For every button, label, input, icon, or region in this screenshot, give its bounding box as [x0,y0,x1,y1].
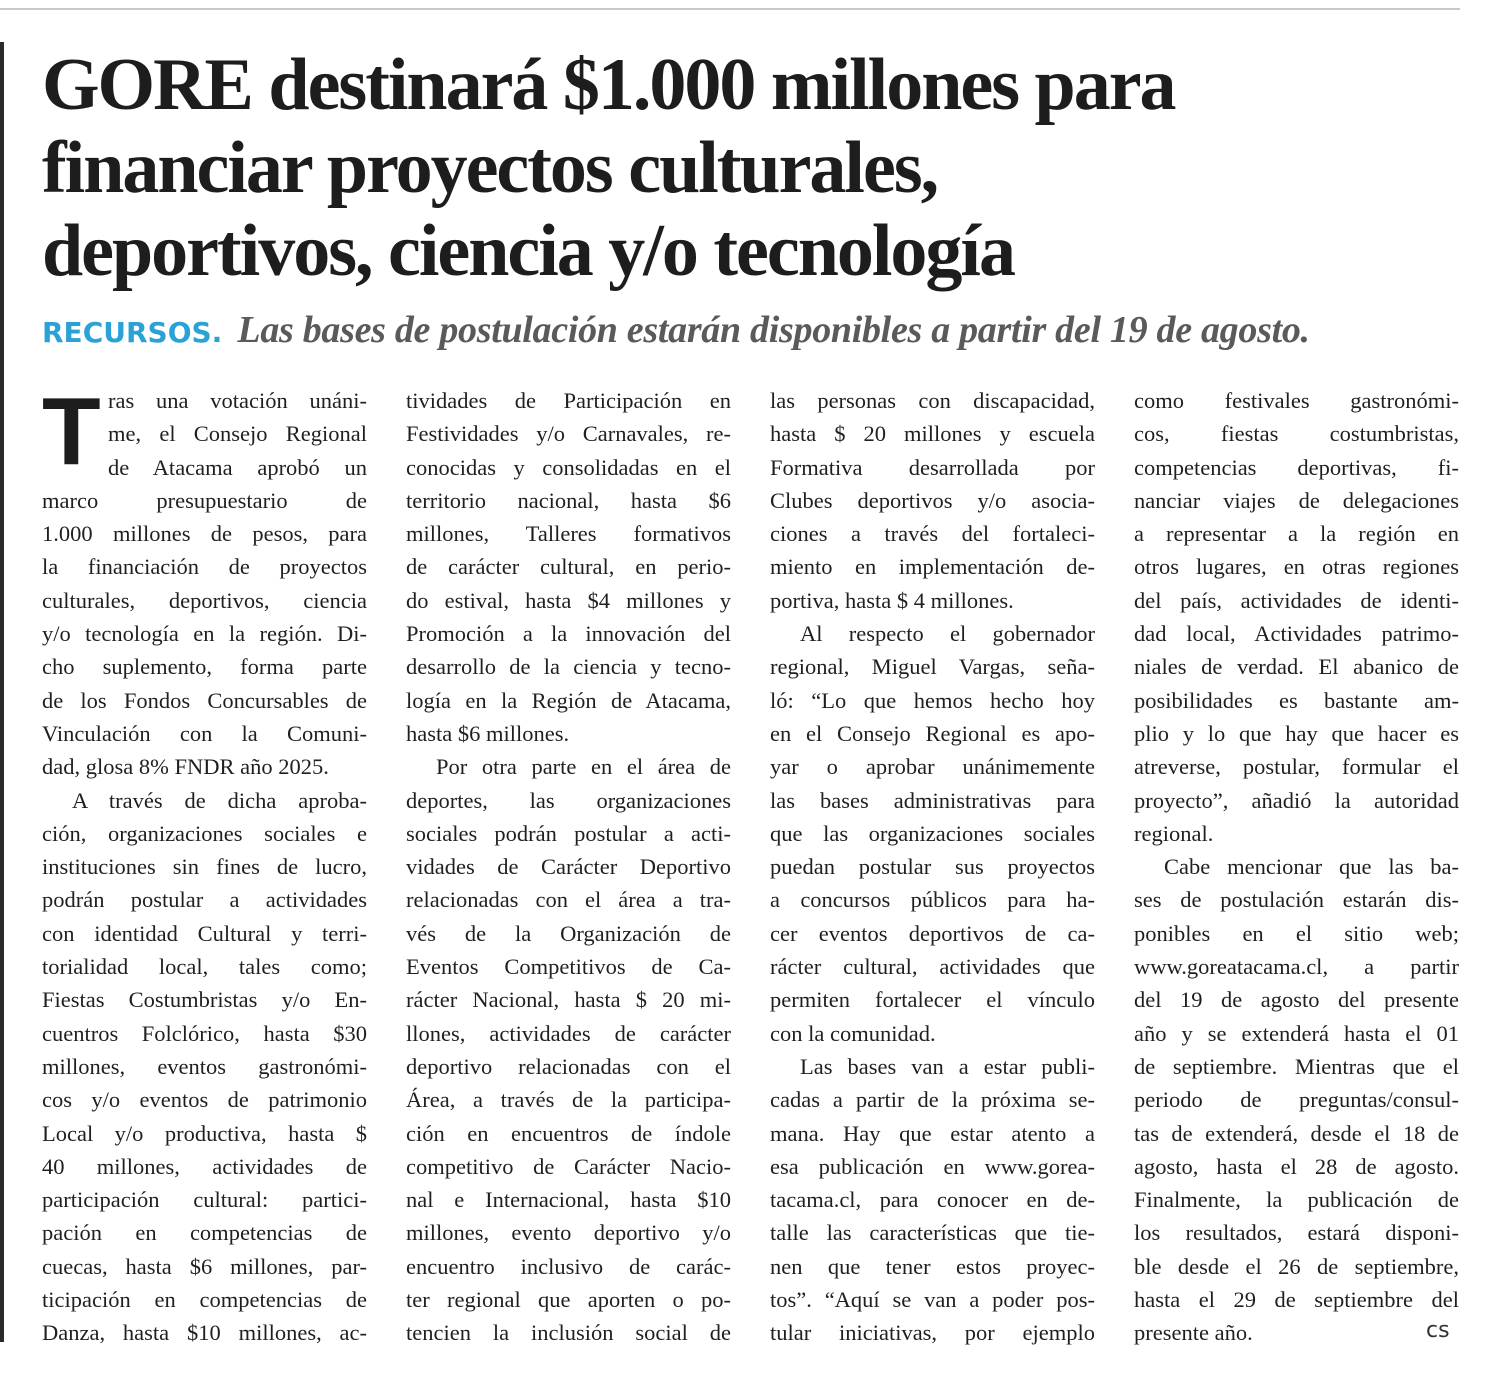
text-line: tos”. “Aquí se van a poder pos- [770,1287,1095,1313]
text-line: de los Fondos Concursables de [42,687,367,713]
text-line: miento en implementación de- [770,554,1095,580]
text-line: de Atacama aprobó un [108,454,367,480]
text-line: presente año. [1134,1320,1253,1346]
text-line: ción en encuentros de índole [406,1120,731,1146]
headline-line: deportivos, ciencia y/o tecnología [42,210,1014,292]
text-line: nen que tener estos proyec- [770,1253,1095,1279]
headline-line: financiar proyectos culturales, [42,127,938,209]
text-line: podrán postular a actividades [42,887,367,913]
left-border-rule [0,42,4,1342]
text-line: encuentro inclusivo de carác- [406,1253,731,1279]
text-line: tular iniciativas, por ejemplo [770,1320,1095,1346]
text-line: competencias deportivas, fi- [1134,454,1459,480]
text-line: Promoción a la innovación del [406,621,731,647]
text-line: Clubes deportivos y/o asocia- [770,487,1095,513]
text-line: relacionadas con el área a tra- [406,887,731,913]
text-line: ló: “Lo que hemos hecho hoy [770,687,1095,713]
text-line: agosto, hasta el 28 de agosto. [1134,1153,1459,1179]
text-line: los resultados, estará disponi- [1134,1220,1459,1246]
text-line: ter regional que aporten o po- [406,1287,731,1313]
text-line: torialidad local, tales como; [42,954,367,980]
text-line: como festivales gastronómi- [1134,388,1459,413]
text-line: millones, eventos gastronómi- [42,1053,367,1079]
text-line: del país, actividades de identi- [1134,587,1459,613]
text-line: en el Consejo Regional es apo- [770,720,1095,746]
text-line: instituciones sin fines de lucro, [42,854,367,880]
text-line: Cabe mencionar que las ba- [1164,854,1459,880]
text-line: ble desde el 26 de septiembre, [1134,1253,1459,1279]
text-line: año y se extenderá hasta el 01 [1134,1020,1459,1046]
text-line: del 19 de agosto del presente [1134,987,1459,1013]
text-line: nal e Internacional, hasta $10 [406,1187,731,1213]
text-line: Al respecto el gobernador [800,621,1095,647]
text-line: puedan postular sus proyectos [770,854,1095,880]
text-line: Finalmente, la publicación de [1134,1187,1459,1213]
text-line: ses de postulación estarán dis- [1134,887,1459,913]
text-line: esa publicación en www.gorea- [770,1153,1095,1179]
headline-line: GORE destinará $1.000 millones para [42,44,1175,126]
top-border-rule [0,8,1460,10]
text-line: cer eventos deportivos de ca- [770,920,1095,946]
text-line: permiten fortalecer el vínculo [770,987,1095,1013]
text-line: cuentros Folclórico, hasta $30 [42,1020,367,1046]
text-line: A través de dicha aproba- [72,787,367,813]
text-line: hasta el 29 de septiembre del [1134,1287,1459,1313]
text-line: cadas a partir de la próxima se- [770,1087,1095,1113]
text-line: ticipación en competencias de [42,1287,367,1313]
text-line: millones, Talleres formativos [406,521,731,547]
text-line: atreverse, postular, formular el [1134,754,1459,780]
text-line: rácter Nacional, hasta $ 20 mi- [406,987,731,1013]
text-line: hasta $ 20 millones y escuela [770,421,1095,447]
text-line: vés de la Organización de [406,920,731,946]
text-line: de septiembre. Mientras que el [1134,1053,1459,1079]
text-line: periodo de preguntas/consul- [1134,1087,1459,1113]
text-line: las personas con discapacidad, [770,388,1095,413]
text-line: territorio nacional, hasta $6 [406,487,731,513]
section-kicker: RECURSOS. [42,316,223,349]
text-line: niales de verdad. El abanico de [1134,654,1459,680]
end-of-article-mark: cs [1426,1318,1450,1343]
text-line: ras una votación unáni- [108,388,367,413]
text-line: Danza, hasta $10 millones, ac- [42,1320,367,1346]
text-line: rácter cultural, actividades que [770,954,1095,980]
text-line: Festividades y/o Carnavales, re- [406,421,731,447]
text-line: portiva, hasta $ 4 millones. [770,587,1014,613]
text-line: regional, Miguel Vargas, seña- [770,654,1095,680]
text-line: tacama.cl, para conocer en de- [770,1187,1095,1213]
text-line: con identidad Cultural y terri- [42,920,367,946]
text-line: las bases administrativas para [770,787,1095,813]
article-column-2 [406,384,731,1350]
text-line: yar o aprobar unánimemente [770,754,1095,780]
text-line: cos y/o eventos de patrimonio [42,1087,367,1113]
text-line: dad local, Actividades patrimo- [1134,621,1459,647]
text-line: la financiación de proyectos [42,554,367,580]
text-line: deportes, las organizaciones [406,787,731,813]
text-line: a concursos públicos para ha- [770,887,1095,913]
text-line: millones, evento deportivo y/o [406,1220,731,1246]
article-column-3 [770,384,1095,1350]
text-line: vidades de Carácter Deportivo [406,854,731,880]
text-line: participación cultural: partici- [42,1187,367,1213]
text-line: Por otra parte en el área de [436,754,731,780]
article-deck [42,305,1462,362]
text-line: competitivo de Carácter Nacio- [406,1153,731,1179]
text-line: marco presupuestario de [42,487,367,513]
text-line: cuecas, hasta $6 millones, par- [42,1253,367,1279]
text-line: logía en la Región de Atacama, [406,687,731,713]
text-line: de carácter cultural, en perio- [406,554,731,580]
text-line: proyecto”, añadió la autoridad [1134,787,1459,813]
text-line: Las bases van a estar publi- [800,1053,1095,1079]
text-line: cos, fiestas costumbristas, [1134,421,1459,447]
text-line: Formativa desarrollada por [770,454,1095,480]
text-line: plio y lo que hay que hacer es [1134,720,1459,746]
text-line: hasta $6 millones. [406,720,570,746]
text-line: sociales podrán postular a acti- [406,820,731,846]
text-line: culturales, deportivos, ciencia [42,587,367,613]
text-line: posibilidades es bastante am- [1134,687,1459,713]
text-line: Fiestas Costumbristas y/o En- [42,987,367,1013]
text-line: talle las características que tie- [770,1220,1095,1246]
text-line: otros lugares, en otras regiones [1134,554,1459,580]
text-line: mana. Hay que estar atento a [770,1120,1095,1146]
text-line: y/o tecnología en la región. Di- [42,621,367,647]
text-line: Local y/o productiva, hasta $ [42,1120,367,1146]
text-line: pación en competencias de [42,1220,367,1246]
text-line: desarrollo de la ciencia y tecno- [406,654,731,680]
text-line: Área, a través de la participa- [406,1087,731,1113]
text-line: 40 millones, actividades de [42,1153,367,1179]
text-line: llones, actividades de carácter [406,1020,731,1046]
text-line: cho suplemento, forma parte [42,654,367,680]
text-line: ponibles en el sitio web; [1134,920,1459,946]
drop-cap: T [42,378,101,485]
article-headline [42,44,1462,293]
text-line: con la comunidad. [770,1020,936,1046]
text-line: tas de extenderá, desde el 18 de [1134,1120,1459,1146]
text-line: do estival, hasta $4 millones y [406,587,731,613]
text-line: regional. [1134,820,1214,846]
text-line: a representar a la región en [1134,521,1459,547]
text-line: ciones a través del fortaleci- [770,521,1095,547]
text-line: Eventos Competitivos de Ca- [406,954,731,980]
article-column-1 [42,378,367,1350]
text-line: me, el Consejo Regional [108,421,367,447]
text-line: tencien la inclusión social de [406,1320,731,1346]
text-line: dad, glosa 8% FNDR año 2025. [42,754,329,780]
text-line: que las organizaciones sociales [770,820,1095,846]
text-line: tividades de Participación en [406,388,731,413]
text-line: nanciar viajes de delegaciones [1134,487,1459,513]
text-line: conocidas y consolidadas en el [406,454,731,480]
text-line: ción, organizaciones sociales e [42,820,367,846]
text-line: 1.000 millones de pesos, para [42,521,367,547]
article-column-4 [1134,384,1459,1350]
text-line: www.goreatacama.cl, a partir [1134,954,1459,980]
deck-subtitle: Las bases de postulación estarán disponibles a partir del 19 de agosto. [237,309,1310,351]
text-line: Vinculación con la Comuni- [42,720,367,746]
text-line: deportivo relacionadas con el [406,1053,731,1079]
